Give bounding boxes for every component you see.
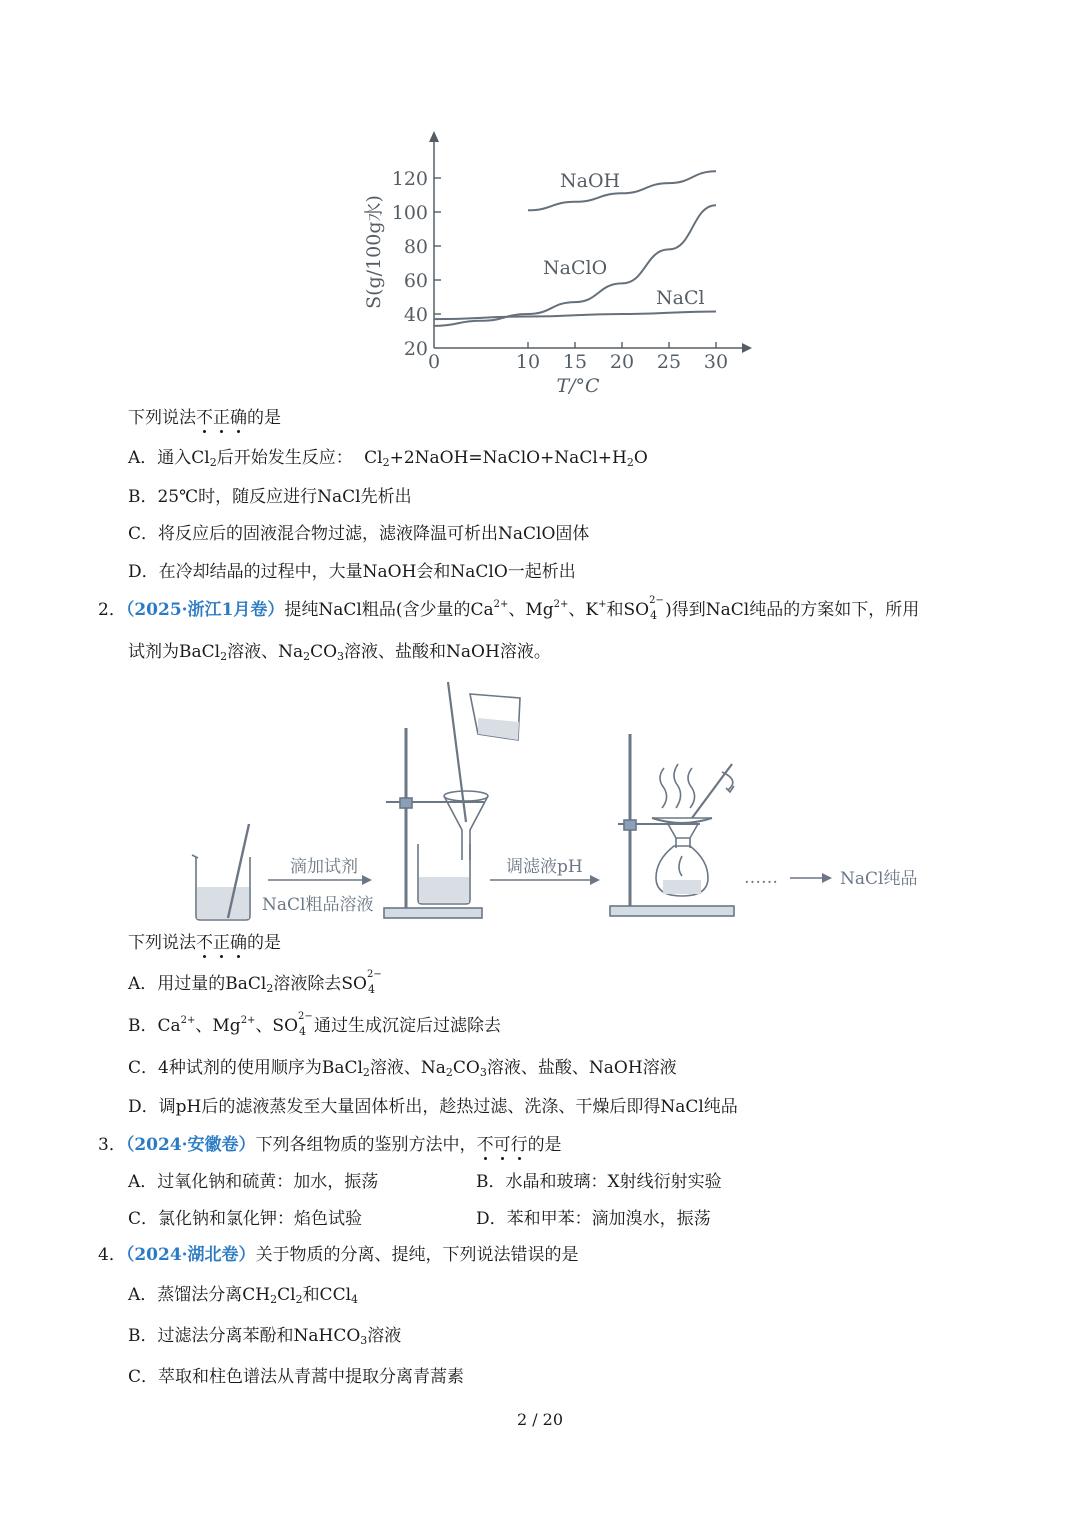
q2-source: （2025·浙江1月卷） [125,600,285,620]
y-tick-label: 100 [391,202,428,224]
q1-stem-emphasis: 不正确 [196,408,247,428]
q3-source: （2024·安徽卷） [125,1135,256,1155]
q2-option-c: C．4种试剂的使用顺序为BaCl$_2$溶液、$Na_2CO_3$溶液、盐酸、NaOH溶液 [128,1058,677,1079]
x-tick-label: 25 [656,351,682,373]
y-tick-label: 120 [391,168,428,190]
q1-option-c: C．将反应后的固液混合物过滤，滤液降温可析出NaClO固体 [128,524,590,544]
q1-option-d: D．在冷却结晶的过程中，大量NaOH会和NaClO一起析出 [128,562,576,582]
y-tick-label: 60 [403,270,428,292]
y-tick-label: 20 [403,338,428,360]
q4-stem: 4．（2024·湖北卷）关于物质的分离、提纯，下列说法错误的是 [98,1245,579,1265]
q4-option-c: C．萃取和柱色谱法从青蒿中提取分离青蒿素 [128,1367,465,1387]
x-tick-label: 0 [427,351,441,373]
x-tick-label: 20 [609,351,635,373]
series-label-nacl: NaCl [656,287,705,309]
beaker-with-rod [192,824,250,920]
y-tick-label: 80 [403,236,428,258]
q4-source: （2024·湖北卷） [125,1245,256,1265]
label-crude-solution: NaCl粗品溶液 [262,895,374,915]
label-add-reagents: 滴加试剂 [290,857,358,877]
series-line-nacl [434,311,716,319]
q3-option-d: D．苯和甲苯：滴加溴水，振荡 [476,1209,711,1229]
series-label-naclo: NaClO [543,257,608,279]
label-ellipsis: …… [744,868,778,888]
evaporation-setup [610,734,734,916]
x-tick-label: 30 [703,351,729,373]
label-adjust-ph: 调滤液pH [506,857,583,877]
x-axis-arrow [742,343,752,353]
q2-option-b: B．$Ca^{2+}$、$Mg^{2+}$、SO 2− 4 通过生成沉淀后过滤除去 [128,1011,502,1038]
q3-option-b: B．水晶和玻璃：X射线衍射实验 [476,1172,722,1192]
q4-option-a: A．蒸馏法分离$CH_2Cl_2$和CCl$_4$ [128,1285,359,1306]
series-line-naoh [528,171,716,210]
q4-option-b: B．过滤法分离苯酚和NaHCO$_3$溶液 [128,1326,402,1347]
y-tick-label: 40 [403,304,428,326]
q2-option-d: D．调pH后的滤液蒸发至大量固体析出，趁热过滤、洗涤、干燥后即得NaCl纯品 [128,1097,738,1117]
page-number: 2 / 20 [516,1410,564,1429]
solubility-chart [0,0,1080,400]
q3-stem: 3．（2024·安徽卷）下列各组物质的鉴别方法中，不可行的是 [98,1135,562,1155]
q3-option-a: A．过氧化钠和硫黄：加水，振荡 [128,1172,379,1192]
q2-stem-line1: 2．（2025·浙江1月卷）提纯NaCl粗品(含少量的$Ca^{2+}$、$Mg^{2+}$、K+和SO 2− 4 )得到NaCl纯品的方案如下，所用 [98,595,920,622]
q2-stem-emphasis: 不正确 [196,933,247,953]
series-label-naoh: NaOH [560,170,621,192]
purification-apparatus-diagram [0,672,1080,932]
q1-option-b: B．25℃时，随反应进行NaCl先析出 [128,487,412,507]
label-pure-nacl: NaCl纯品 [840,869,918,889]
y-axis-title: S(g/100g水) [363,195,385,309]
q2-stem-line2: 试剂为BaCl$_2$溶液、$Na_2CO_3$溶液、盐酸和NaOH溶液。 [128,642,551,663]
filtration-setup [384,682,520,918]
x-tick-label: 10 [515,351,541,373]
q2-option-a: A．用过量的BaCl$_2$溶液除去SO 2− 4 [128,969,382,996]
q1-option-a: A．通入$Cl_2$后开始发生反应： $Cl_2+2NaOH=NaClO+NaCl+H_2O$ [128,448,648,469]
x-tick-label: 15 [562,351,588,373]
x-axis-title: T/°C [556,375,600,397]
q2-stem: 下列说法不正确的是 [128,933,281,953]
q3-option-c: C．氯化钠和氯化钾：焰色试验 [128,1209,363,1229]
q1-stem: 下列说法不正确的是 [128,408,281,428]
q3-stem-emphasis: 不可行 [476,1135,528,1155]
y-axis-arrow [429,131,439,142]
